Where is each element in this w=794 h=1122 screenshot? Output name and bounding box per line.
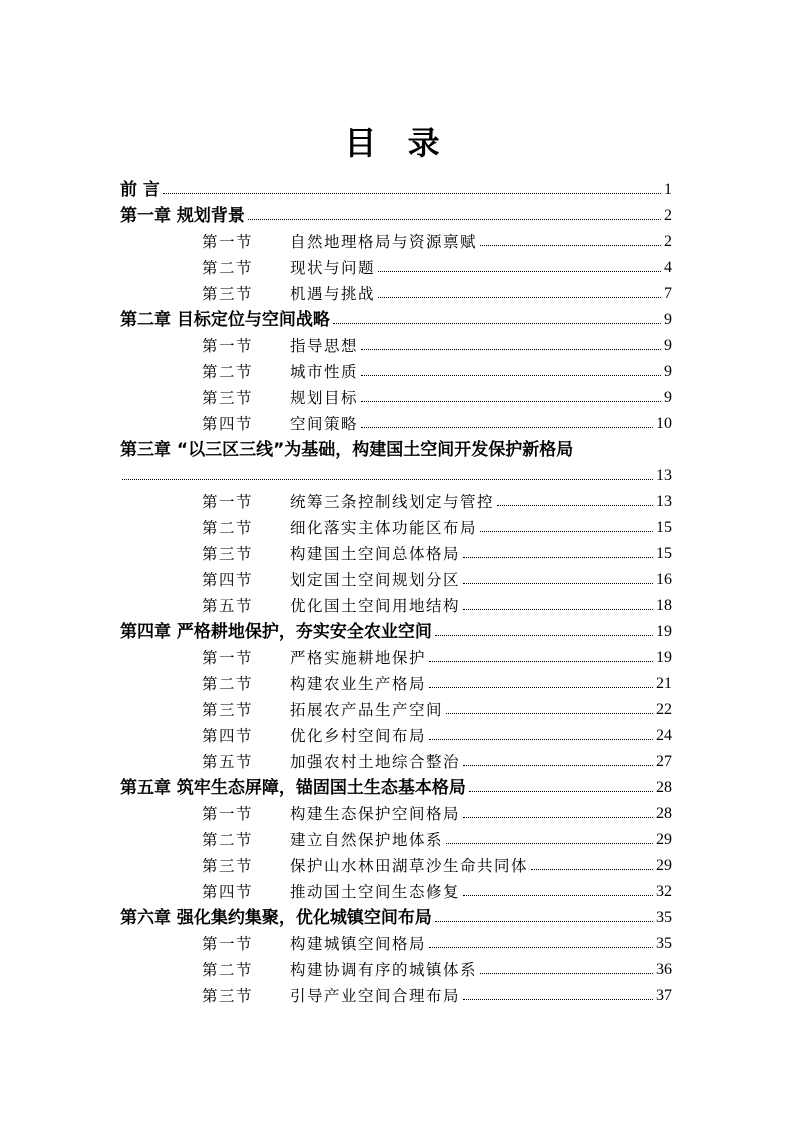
toc-section-label — [202, 674, 426, 694]
dot-leader — [463, 999, 653, 1000]
toc-section-label — [202, 596, 460, 616]
toc-section-entry[interactable] — [120, 590, 672, 616]
toc-chapter-title: 第三章 “以三区三线”为基础，构建国土空间开发保护新格局 — [120, 440, 574, 460]
toc-section-entry[interactable] — [120, 356, 672, 382]
toc-section-title: 规划目标 — [290, 389, 359, 407]
toc-page-number: 32 — [656, 883, 672, 900]
toc-section-entry[interactable] — [120, 798, 672, 824]
toc-section-label — [202, 804, 460, 824]
toc-page-number: 36 — [656, 961, 672, 978]
dot-leader — [463, 557, 653, 558]
toc-page-number: 10 — [656, 415, 672, 432]
toc-chapter-entry[interactable] — [120, 902, 672, 928]
dot-leader — [463, 817, 653, 818]
toc-section-number: 第一节 — [202, 935, 254, 953]
toc-section-label — [202, 362, 358, 382]
table-of-contents — [120, 174, 672, 1006]
toc-section-title: 构建农业生产格局 — [290, 675, 427, 693]
toc-page-number: 7 — [664, 285, 672, 302]
toc-section-number: 第三节 — [202, 545, 254, 563]
toc-chapter-entry[interactable] — [120, 304, 672, 330]
toc-continuation-entry[interactable] — [120, 460, 672, 486]
toc-section-title: 加强农村土地综合整治 — [290, 753, 461, 771]
toc-page-number: 28 — [656, 779, 672, 796]
toc-section-label — [202, 284, 375, 304]
toc-section-title: 统筹三条控制线划定与管控 — [290, 493, 495, 511]
toc-section-entry[interactable] — [120, 512, 672, 538]
toc-page-number: 13 — [656, 493, 672, 510]
toc-section-title: 空间策略 — [290, 415, 359, 433]
toc-page-number: 2 — [664, 207, 672, 224]
toc-section-label — [202, 414, 358, 434]
toc-section-number: 第二节 — [202, 961, 254, 979]
toc-section-title: 优化国土空间用地结构 — [290, 597, 461, 615]
toc-page-number: 9 — [664, 363, 672, 380]
dot-leader — [429, 687, 653, 688]
toc-section-entry[interactable] — [120, 330, 672, 356]
toc-page-number: 2 — [664, 233, 672, 250]
toc-section-number: 第三节 — [202, 701, 254, 719]
toc-page-number: 9 — [664, 311, 672, 328]
toc-section-title: 保护山水林田湖草沙生命共同体 — [290, 857, 529, 875]
toc-page-number: 35 — [656, 909, 672, 926]
toc-section-label — [202, 336, 358, 356]
toc-section-label — [202, 570, 460, 590]
toc-section-entry[interactable] — [120, 954, 672, 980]
toc-section-label — [202, 752, 460, 772]
dot-leader — [378, 271, 661, 272]
toc-page-number: 29 — [656, 831, 672, 848]
toc-page-number: 28 — [656, 805, 672, 822]
toc-section-number: 第一节 — [202, 493, 254, 511]
toc-section-number: 第一节 — [202, 649, 254, 667]
toc-section-title: 建立自然保护地体系 — [290, 831, 444, 849]
toc-chapter-entry[interactable] — [120, 434, 672, 460]
toc-section-title: 严格实施耕地保护 — [290, 649, 427, 667]
toc-section-number: 第四节 — [202, 571, 254, 589]
toc-section-entry[interactable] — [120, 824, 672, 850]
toc-section-number: 第五节 — [202, 753, 254, 771]
toc-section-label — [202, 934, 426, 954]
toc-chapter-title: 第四章 严格耕地保护，夯实安全农业空间 — [120, 622, 432, 642]
toc-section-title: 现状与问题 — [290, 259, 376, 277]
toc-page-number: 18 — [656, 597, 672, 614]
toc-section-number: 第四节 — [202, 883, 254, 901]
toc-section-number: 第三节 — [202, 987, 254, 1005]
dot-leader — [446, 843, 653, 844]
toc-section-number: 第一节 — [202, 233, 254, 251]
dot-leader — [446, 713, 653, 714]
toc-section-title: 构建城镇空间格局 — [290, 935, 427, 953]
toc-section-label — [202, 856, 528, 876]
toc-section-entry[interactable] — [120, 564, 672, 590]
dot-leader — [333, 323, 661, 324]
toc-section-entry[interactable] — [120, 720, 672, 746]
toc-chapter-title: 第五章 筑牢生态屏障，锚固国土生态基本格局 — [120, 778, 466, 798]
toc-section-label — [202, 882, 460, 902]
toc-section-number: 第二节 — [202, 831, 254, 849]
dot-leader — [463, 583, 653, 584]
toc-page-number: 21 — [656, 675, 672, 692]
toc-section-number: 第四节 — [202, 727, 254, 745]
toc-section-title: 划定国土空间规划分区 — [290, 571, 461, 589]
toc-section-number: 第二节 — [202, 363, 254, 381]
toc-page-number: 16 — [656, 571, 672, 588]
toc-chapter-title: 前 言 — [120, 180, 160, 200]
toc-section-number: 第一节 — [202, 337, 254, 355]
toc-section-number: 第四节 — [202, 415, 254, 433]
toc-page-number: 35 — [656, 935, 672, 952]
dot-leader — [361, 427, 653, 428]
toc-page-number: 19 — [656, 649, 672, 666]
toc-page-number: 19 — [656, 623, 672, 640]
toc-section-number: 第二节 — [202, 519, 254, 537]
toc-page-number: 13 — [656, 467, 672, 484]
toc-section-label — [202, 258, 375, 278]
toc-page-number: 24 — [656, 727, 672, 744]
dot-leader — [163, 193, 661, 194]
toc-page-number: 22 — [656, 701, 672, 718]
toc-section-label — [202, 960, 477, 980]
toc-section-title: 构建协调有序的城镇体系 — [290, 961, 478, 979]
toc-section-entry[interactable] — [120, 408, 672, 434]
toc-section-entry[interactable] — [120, 538, 672, 564]
dot-leader — [429, 947, 653, 948]
toc-section-entry[interactable] — [120, 382, 672, 408]
toc-chapter-entry[interactable] — [120, 772, 672, 798]
toc-page-number: 27 — [656, 753, 672, 770]
toc-section-title: 细化落实主体功能区布局 — [290, 519, 478, 537]
dot-leader — [480, 973, 653, 974]
dot-leader — [429, 739, 653, 740]
toc-page-number: 15 — [656, 545, 672, 562]
dot-leader — [435, 921, 653, 922]
toc-section-label — [202, 830, 443, 850]
toc-chapter-title: 第一章 规划背景 — [120, 206, 245, 226]
dot-leader — [429, 661, 653, 662]
toc-section-label — [202, 518, 477, 538]
toc-section-entry[interactable] — [120, 642, 672, 668]
toc-section-entry[interactable] — [120, 694, 672, 720]
toc-section-title: 推动国土空间生态修复 — [290, 883, 461, 901]
toc-chapter-entry[interactable] — [120, 200, 672, 226]
toc-section-entry[interactable] — [120, 928, 672, 954]
toc-section-title: 构建生态保护空间格局 — [290, 805, 461, 823]
toc-section-entry[interactable] — [120, 226, 672, 252]
dot-leader — [378, 297, 661, 298]
toc-section-label — [202, 986, 460, 1006]
toc-section-title: 构建国土空间总体格局 — [290, 545, 461, 563]
toc-section-entry[interactable] — [120, 746, 672, 772]
toc-chapter-entry[interactable] — [120, 174, 672, 200]
toc-section-entry[interactable] — [120, 252, 672, 278]
toc-section-entry[interactable] — [120, 668, 672, 694]
toc-section-entry[interactable] — [120, 980, 672, 1006]
toc-section-title: 指导思想 — [290, 337, 359, 355]
dot-leader — [435, 635, 653, 636]
toc-chapter-title: 第六章 强化集约集聚，优化城镇空间布局 — [120, 908, 432, 928]
dot-leader — [122, 479, 653, 480]
toc-section-label — [202, 700, 443, 720]
toc-section-title: 机遇与挑战 — [290, 285, 376, 303]
dot-leader — [497, 505, 653, 506]
dot-leader — [248, 219, 661, 220]
toc-section-title: 自然地理格局与资源禀赋 — [290, 233, 478, 251]
toc-page-number: 15 — [656, 519, 672, 536]
dot-leader — [480, 531, 653, 532]
dot-leader — [480, 245, 661, 246]
dot-leader — [361, 401, 661, 402]
toc-chapter-entry[interactable] — [120, 616, 672, 642]
toc-section-number: 第二节 — [202, 675, 254, 693]
dot-leader — [469, 791, 653, 792]
toc-section-label — [202, 648, 426, 668]
toc-section-number: 第二节 — [202, 259, 254, 277]
dot-leader — [361, 349, 661, 350]
toc-page-number: 29 — [656, 857, 672, 874]
toc-page-number: 4 — [664, 259, 672, 276]
toc-section-label — [202, 726, 426, 746]
dot-leader — [463, 609, 653, 610]
toc-section-entry[interactable] — [120, 850, 672, 876]
toc-section-entry[interactable] — [120, 278, 672, 304]
toc-page-number: 1 — [664, 181, 672, 198]
dot-leader — [531, 869, 653, 870]
toc-section-entry[interactable] — [120, 486, 672, 512]
toc-section-number: 第三节 — [202, 389, 254, 407]
dot-leader — [463, 765, 653, 766]
toc-section-entry[interactable] — [120, 876, 672, 902]
toc-page-number: 9 — [664, 337, 672, 354]
toc-page-number: 37 — [656, 987, 672, 1004]
toc-section-number: 第三节 — [202, 285, 254, 303]
toc-section-label — [202, 544, 460, 564]
toc-page-number: 9 — [664, 389, 672, 406]
toc-section-label — [202, 492, 494, 512]
dot-leader — [361, 375, 661, 376]
toc-section-label — [202, 388, 358, 408]
toc-section-number: 第一节 — [202, 805, 254, 823]
toc-section-label — [202, 232, 477, 252]
toc-section-title: 优化乡村空间布局 — [290, 727, 427, 745]
toc-section-number: 第三节 — [202, 857, 254, 875]
toc-section-title: 城市性质 — [290, 363, 359, 381]
toc-section-title: 引导产业空间合理布局 — [290, 987, 461, 1005]
page-title: 目 录 — [344, 124, 450, 162]
toc-section-number: 第五节 — [202, 597, 254, 615]
toc-section-title: 拓展农产品生产空间 — [290, 701, 444, 719]
dot-leader — [463, 895, 653, 896]
toc-chapter-title: 第二章 目标定位与空间战略 — [120, 310, 330, 330]
